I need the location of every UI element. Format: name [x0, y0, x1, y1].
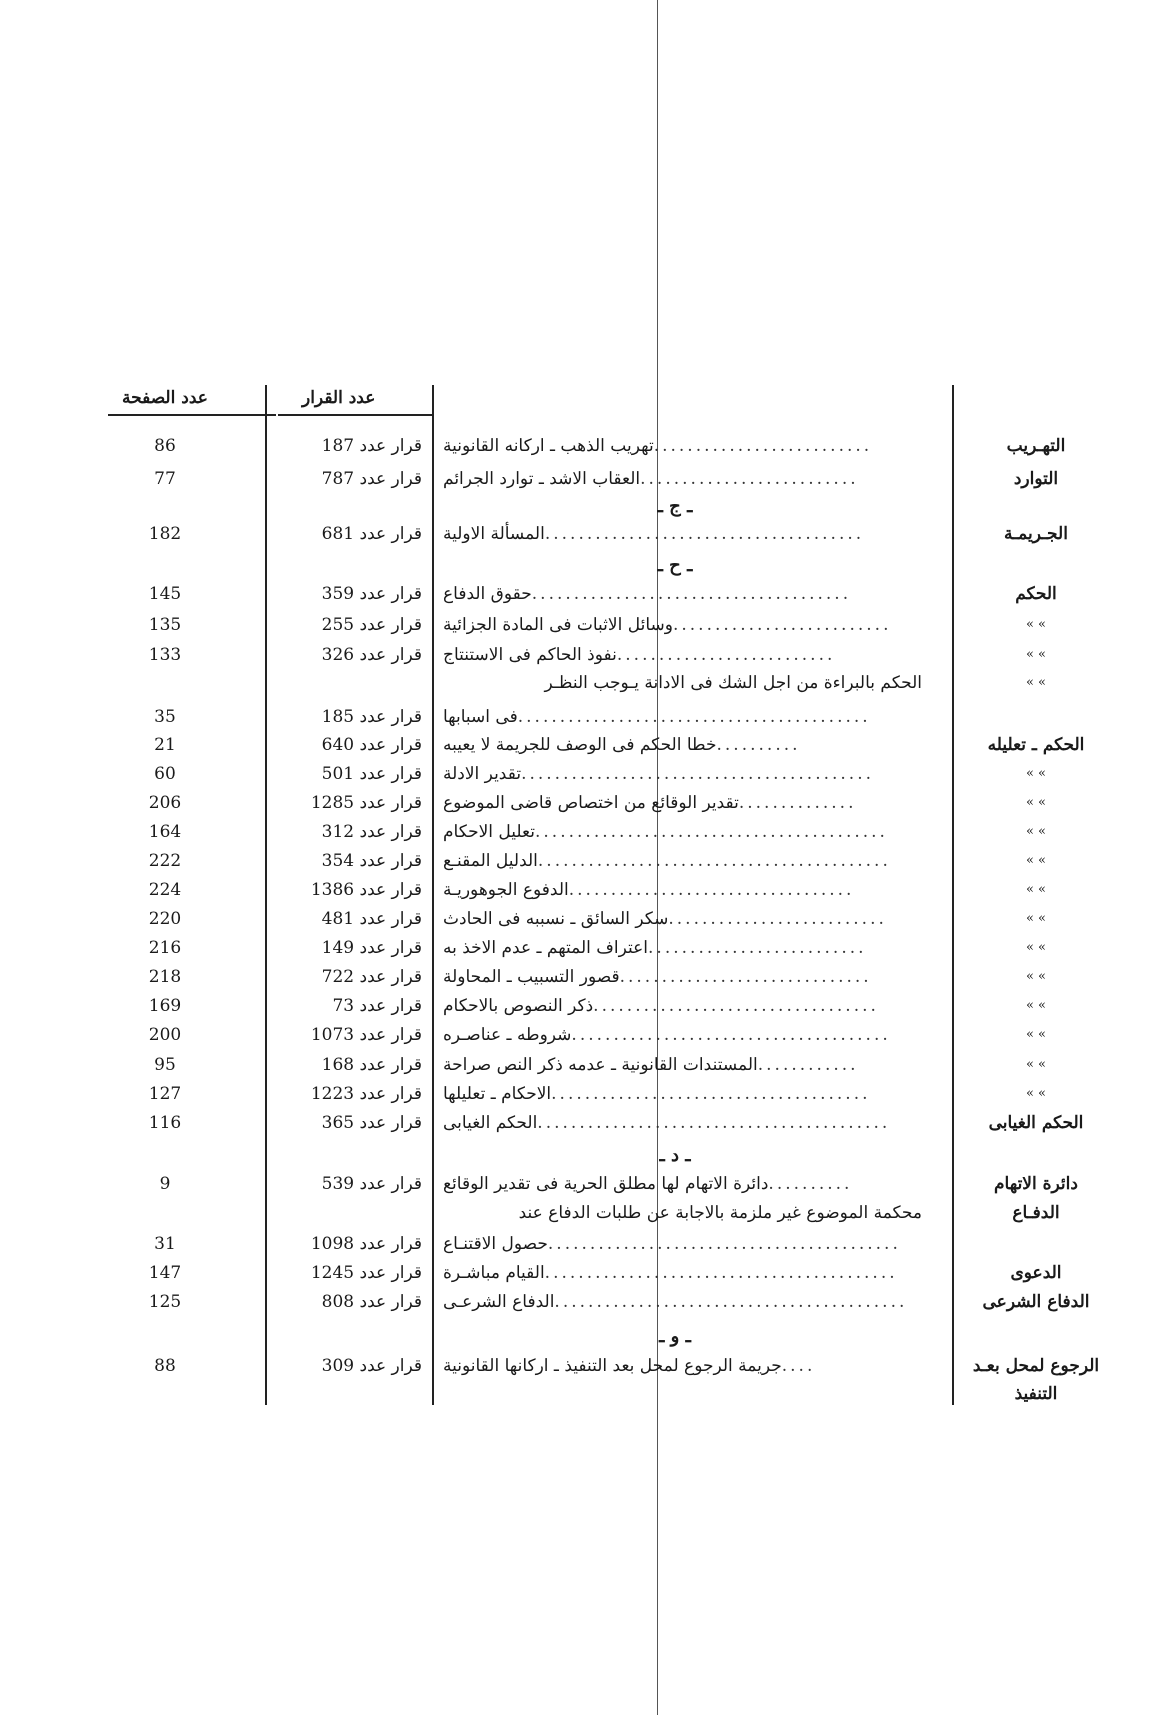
row-description: .......................... وسائل الاثبات فى المادة الجزائية: [443, 615, 892, 635]
index-row: [0, 731, 1176, 759]
row-decision: قرار عدد 326: [321, 645, 422, 665]
row-subject: » »: [1025, 766, 1047, 781]
row-decision: قرار عدد 808: [321, 1292, 422, 1312]
row-description: .......................... نفوذ الحاكم فى الاستنتاج: [443, 645, 836, 665]
row-decision: قرار عدد 359: [321, 584, 422, 604]
index-row: [0, 465, 1176, 493]
row-decision: قرار عدد 787: [321, 469, 422, 489]
row-decision: قرار عدد 187: [321, 436, 422, 456]
row-page: 125: [148, 1292, 182, 1312]
row-decision: قرار عدد 1223: [310, 1084, 422, 1104]
header-rule-left: [108, 414, 276, 416]
row-description: .......................... سكر السائق ـ نسببه فى الحادث: [443, 909, 887, 929]
index-row: [0, 432, 1176, 460]
row-page: 9: [159, 1174, 171, 1194]
row-decision: قرار عدد 354: [321, 851, 422, 871]
index-row: [0, 1230, 1176, 1258]
row-subject: » »: [1025, 1057, 1047, 1072]
row-description: محكمة الموضوع غير ملزمة بالاجابة عن طلبات الدفاع عند: [518, 1203, 922, 1223]
row-page: 31: [154, 1234, 176, 1254]
row-description: .......................................... تعليل الاحكام: [443, 822, 888, 842]
index-row: [0, 760, 1176, 788]
row-subject: الدفاع الشرعى: [982, 1292, 1090, 1312]
row-page: 77: [154, 469, 176, 489]
row-description: .................................. الدفوع الجوهوريـة: [443, 880, 855, 900]
row-page: 145: [148, 584, 182, 604]
index-row: [0, 1288, 1176, 1316]
row-subject: » »: [1025, 882, 1047, 897]
row-page: 35: [154, 707, 176, 727]
row-description: .......................... تهريب الذهب ـ اركانه القانونية: [443, 436, 873, 456]
row-description: ...................................... حقوق الدفاع: [443, 584, 852, 604]
row-subject: التنفيذ: [1014, 1384, 1058, 1404]
row-description: .......................................... حصول الاقتنـاع: [443, 1234, 901, 1254]
index-row: [0, 1352, 1176, 1380]
row-subject: الحكم ـ تعليله: [987, 735, 1085, 755]
row-page: 86: [154, 436, 176, 456]
row-description: .......................................... الدفاع الشرعـى: [443, 1292, 908, 1312]
row-page: 133: [148, 645, 182, 665]
row-subject: الرجوع لمحل بعـد: [972, 1356, 1100, 1376]
row-subject: » »: [1025, 853, 1047, 868]
row-subject: التوارد: [1013, 469, 1059, 489]
row-decision: قرار عدد 539: [321, 1174, 422, 1194]
row-subject: الدعوى: [1010, 1263, 1062, 1283]
row-page: 164: [148, 822, 182, 842]
row-subject: الحكم: [1015, 584, 1057, 604]
index-row: [0, 934, 1176, 962]
row-page: 200: [148, 1025, 182, 1045]
row-page: 88: [154, 1356, 176, 1376]
row-description: .... جريمة الرجوع لمحل بعد التنفيذ ـ اركانها القانونية: [443, 1356, 816, 1376]
row-subject: » »: [1025, 911, 1047, 926]
row-page: 224: [148, 880, 182, 900]
row-decision: قرار عدد 1386: [310, 880, 422, 900]
row-decision: قرار عدد 1245: [310, 1263, 422, 1283]
row-decision: قرار عدد 722: [321, 967, 422, 987]
section-letter-dal: ـ د ـ: [659, 1145, 691, 1166]
row-decision: قرار عدد 1098: [310, 1234, 422, 1254]
row-decision: قرار عدد 640: [321, 735, 422, 755]
index-row: [0, 789, 1176, 817]
row-page: 21: [154, 735, 176, 755]
row-description: ............ المستندات القانونية ـ عدمه ذكر النص صراحة: [443, 1055, 859, 1075]
index-row: [0, 580, 1176, 608]
row-decision: قرار عدد 365: [321, 1113, 422, 1133]
row-subject: » »: [1025, 824, 1047, 839]
section-letter-waw: ـ و ـ: [659, 1326, 691, 1347]
row-subject: التهـريب: [1006, 436, 1066, 456]
index-row: [0, 1021, 1176, 1049]
row-decision: قرار عدد 185: [321, 707, 422, 727]
row-subject: الحكم الغيابى: [988, 1113, 1084, 1133]
row-subject: دائرة الاتهام: [994, 1174, 1078, 1194]
row-page: 216: [148, 938, 182, 958]
row-decision: قرار عدد 1285: [310, 793, 422, 813]
row-subject: الجـريمـة: [1004, 524, 1068, 544]
row-description: .......................................... تقدير الادلة: [443, 764, 875, 784]
row-page: 147: [148, 1263, 182, 1283]
index-row: [0, 905, 1176, 933]
row-decision: قرار عدد 501: [321, 764, 422, 784]
row-subject: » »: [1025, 1027, 1047, 1042]
page-number-header: عدد الصفحة: [122, 388, 208, 408]
row-description: .................................. ذكر النصوص بالاحكام: [443, 996, 879, 1016]
section-letter-jim: ـ ج ـ: [657, 496, 693, 517]
index-row: [0, 1170, 1176, 1198]
row-description: .......................................... القيام مباشـرة: [443, 1263, 898, 1283]
index-row: [0, 703, 1176, 731]
row-decision: قرار عدد 481: [321, 909, 422, 929]
row-decision: قرار عدد 309: [321, 1356, 422, 1376]
index-row: [0, 1199, 1176, 1227]
row-description: .......................................... فى اسبابها: [443, 707, 871, 727]
row-description: .............. تقدير الوقائع من اختصاص قاضى الموضوع: [443, 793, 857, 813]
row-decision: قرار عدد 168: [321, 1055, 422, 1075]
row-subject: » »: [1025, 969, 1047, 984]
row-subject: » »: [1025, 1086, 1047, 1101]
row-description: .......................................... الدليل المقنـع: [443, 851, 891, 871]
row-decision: قرار عدد 681: [321, 524, 422, 544]
decision-number-header: عدد القرار: [302, 388, 376, 408]
index-row: [0, 641, 1176, 669]
index-row: [0, 1380, 1176, 1408]
row-description: ...................................... الاحكام ـ تعليلها: [443, 1084, 871, 1104]
row-description: الحكم بالبراءة من اجل الشك فى الادانة يـوجب النظـر: [544, 673, 922, 693]
index-row: [0, 1051, 1176, 1079]
index-row: [0, 520, 1176, 548]
row-decision: قرار عدد 255: [321, 615, 422, 635]
row-page: 169: [148, 996, 182, 1016]
row-page: 127: [148, 1084, 182, 1104]
index-row: [0, 1109, 1176, 1137]
row-description: ...................................... المسألة الاولية: [443, 524, 865, 544]
row-page: 222: [148, 851, 182, 871]
row-page: 60: [154, 764, 176, 784]
row-decision: قرار عدد 1073: [310, 1025, 422, 1045]
index-row: [0, 818, 1176, 846]
row-description: ...................................... شروطه ـ عناصـره: [443, 1025, 891, 1045]
row-subject: » »: [1025, 998, 1047, 1013]
section-letter-ha: ـ ح ـ: [657, 555, 693, 576]
row-decision: قرار عدد 73: [332, 996, 422, 1016]
row-description: .......................... العقاب الاشد ـ توارد الجرائم: [443, 469, 859, 489]
row-page: 220: [148, 909, 182, 929]
row-subject: » »: [1025, 940, 1047, 955]
row-subject: » »: [1025, 617, 1047, 632]
row-subject: الدفـاع: [1012, 1203, 1060, 1223]
index-row: [0, 847, 1176, 875]
index-row: [0, 611, 1176, 639]
row-decision: قرار عدد 312: [321, 822, 422, 842]
index-row: [0, 1259, 1176, 1287]
row-page: 218: [148, 967, 182, 987]
row-decision: قرار عدد 149: [321, 938, 422, 958]
row-subject: » »: [1025, 675, 1047, 690]
index-row: [0, 963, 1176, 991]
row-description: .......... دائرة الاتهام لها مطلق الحرية فى تقدير الوقائع: [443, 1174, 853, 1194]
row-description: .......... خطا الحكم فى الوصف للجريمة لا يعيبه: [443, 735, 801, 755]
row-page: 95: [154, 1055, 176, 1075]
header-rule-mid: [278, 414, 432, 416]
index-row: [0, 876, 1176, 904]
row-description: .......................... اعتراف المتهم ـ عدم الاخذ به: [443, 938, 867, 958]
row-description: .......................................... الحكم الغيابى: [443, 1113, 891, 1133]
index-row: [0, 1080, 1176, 1108]
row-subject: » »: [1025, 647, 1047, 662]
row-page: 135: [148, 615, 182, 635]
row-page: 206: [148, 793, 182, 813]
index-row: [0, 669, 1176, 697]
row-page: 116: [148, 1113, 182, 1133]
row-description: .............................. قصور التسبيب ـ المحاولة: [443, 967, 872, 987]
row-page: 182: [148, 524, 182, 544]
index-row: [0, 992, 1176, 1020]
row-subject: » »: [1025, 795, 1047, 810]
